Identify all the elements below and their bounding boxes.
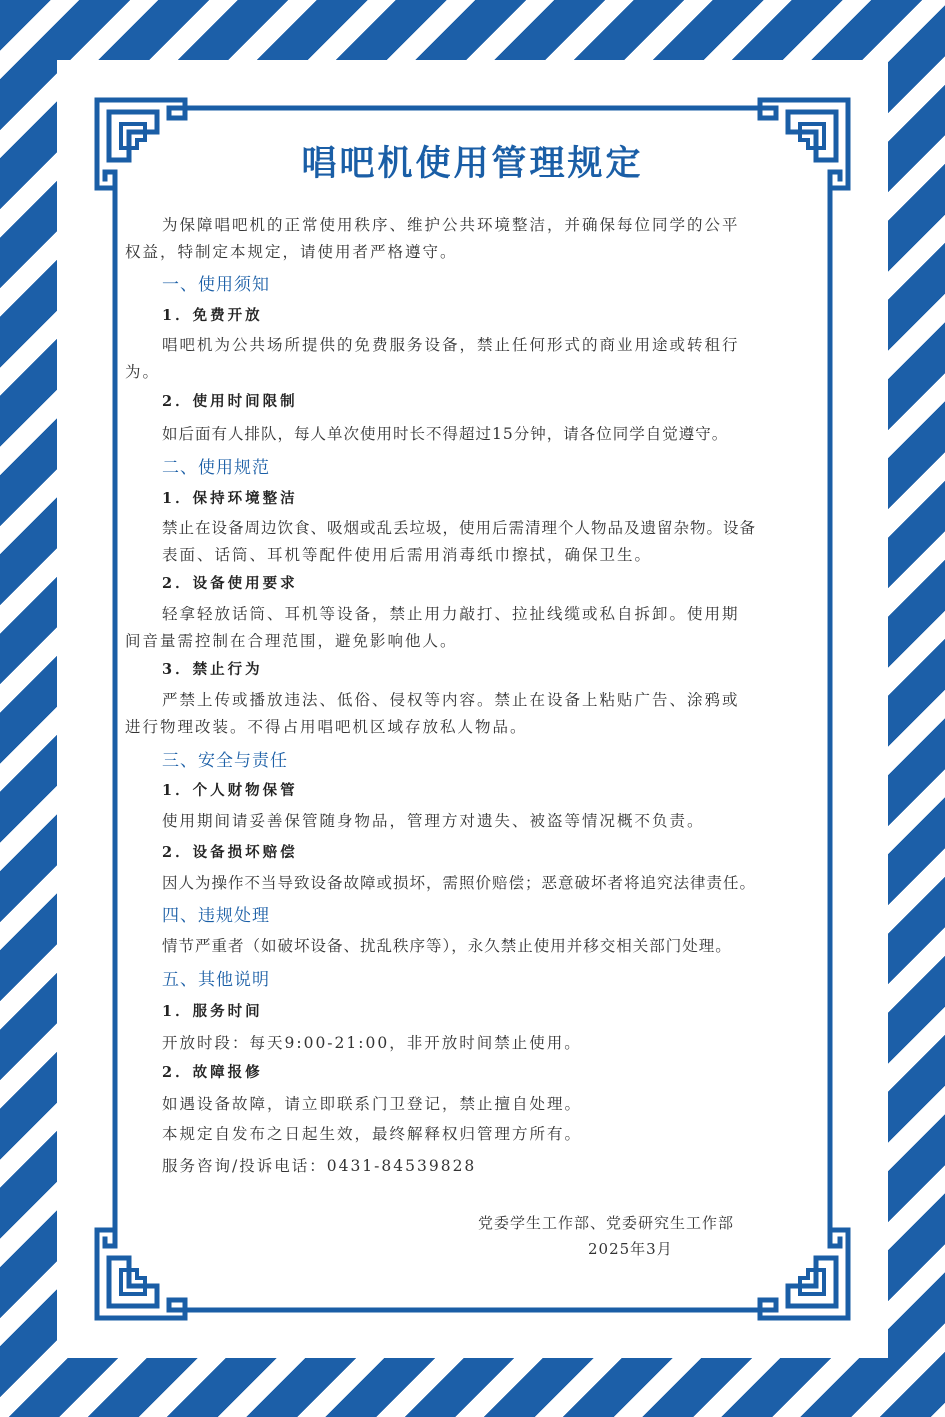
issuing-department: 党委学生工作部、党委研究生工作部 bbox=[478, 1214, 735, 1232]
closing-note: 本规定自发布之日起生效，最终解释权归管理方所有。 bbox=[162, 1125, 583, 1143]
item-title: 1．个人财物保管 bbox=[162, 782, 298, 799]
item-text: 唱吧机为公共场所提供的免费服务设备，禁止任何形式的商业用途或转租行 bbox=[162, 336, 740, 354]
intro-line-2: 权益，特制定本规定，请使用者严格遵守。 bbox=[125, 243, 458, 261]
item-text: 情节严重者（如破坏设备、扰乱秩序等），永久禁止使用并移交相关部门处理。 bbox=[162, 937, 732, 955]
item-text: 因人为操作不当导致设备故障或损坏，需照价赔偿；恶意破坏者将追究法律责任。 bbox=[162, 874, 757, 892]
item-title: 2．故障报修 bbox=[162, 1064, 263, 1081]
item-text: 进行物理改装。不得占用唱吧机区域存放私人物品。 bbox=[125, 718, 528, 736]
item-text: 为。 bbox=[125, 363, 161, 381]
item-text: 如遇设备故障，请立即联系门卫登记，禁止擅自处理。 bbox=[162, 1095, 583, 1113]
item-title: 1．免费开放 bbox=[162, 307, 263, 324]
section-heading-2: 二、使用规范 bbox=[162, 458, 270, 478]
item-title: 1．服务时间 bbox=[162, 1003, 263, 1020]
contact-phone: 服务咨询/投诉电话：0431-84539828 bbox=[162, 1157, 477, 1175]
item-text: 如后面有人排队，每人单次使用时长不得超过15分钟，请各位同学自觉遵守。 bbox=[162, 425, 729, 443]
item-title: 2．使用时间限制 bbox=[162, 393, 298, 410]
item-text: 间音量需控制在合理范围，避免影响他人。 bbox=[125, 632, 458, 650]
notice-panel bbox=[57, 60, 888, 1358]
item-title: 1．保持环境整洁 bbox=[162, 490, 298, 507]
section-heading-3: 三、安全与责任 bbox=[162, 751, 288, 771]
item-title: 2．设备损坏赔偿 bbox=[162, 844, 298, 861]
item-title: 2．设备使用要求 bbox=[162, 575, 298, 592]
section-heading-4: 四、违规处理 bbox=[162, 906, 270, 926]
section-heading-1: 一、使用须知 bbox=[162, 275, 270, 295]
item-title: 3．禁止行为 bbox=[162, 661, 263, 678]
item-text: 轻拿轻放话筒、耳机等设备，禁止用力敲打、拉扯线缆或私自拆卸。使用期 bbox=[162, 605, 740, 623]
item-text: 表面、话筒、耳机等配件使用后需用消毒纸巾擦拭，确保卫生。 bbox=[162, 546, 653, 564]
item-text: 禁止在设备周边饮食、吸烟或乱丢垃圾，使用后需清理个人物品及遗留杂物。设备 bbox=[162, 519, 757, 537]
item-text: 开放时段：每天9:00-21:00，非开放时间禁止使用。 bbox=[162, 1034, 582, 1052]
page-title: 唱吧机使用管理规定 bbox=[301, 143, 644, 184]
section-heading-5: 五、其他说明 bbox=[162, 970, 270, 990]
intro-line-1: 为保障唱吧机的正常使用秩序、维护公共环境整洁，并确保每位同学的公平 bbox=[162, 216, 740, 234]
item-text: 使用期间请妥善保管随身物品，管理方对遗失、被盗等情况概不负责。 bbox=[162, 812, 705, 830]
item-text: 严禁上传或播放违法、低俗、侵权等内容。禁止在设备上粘贴广告、涂鸦或 bbox=[162, 691, 740, 709]
issue-date: 2025年3月 bbox=[588, 1240, 673, 1258]
